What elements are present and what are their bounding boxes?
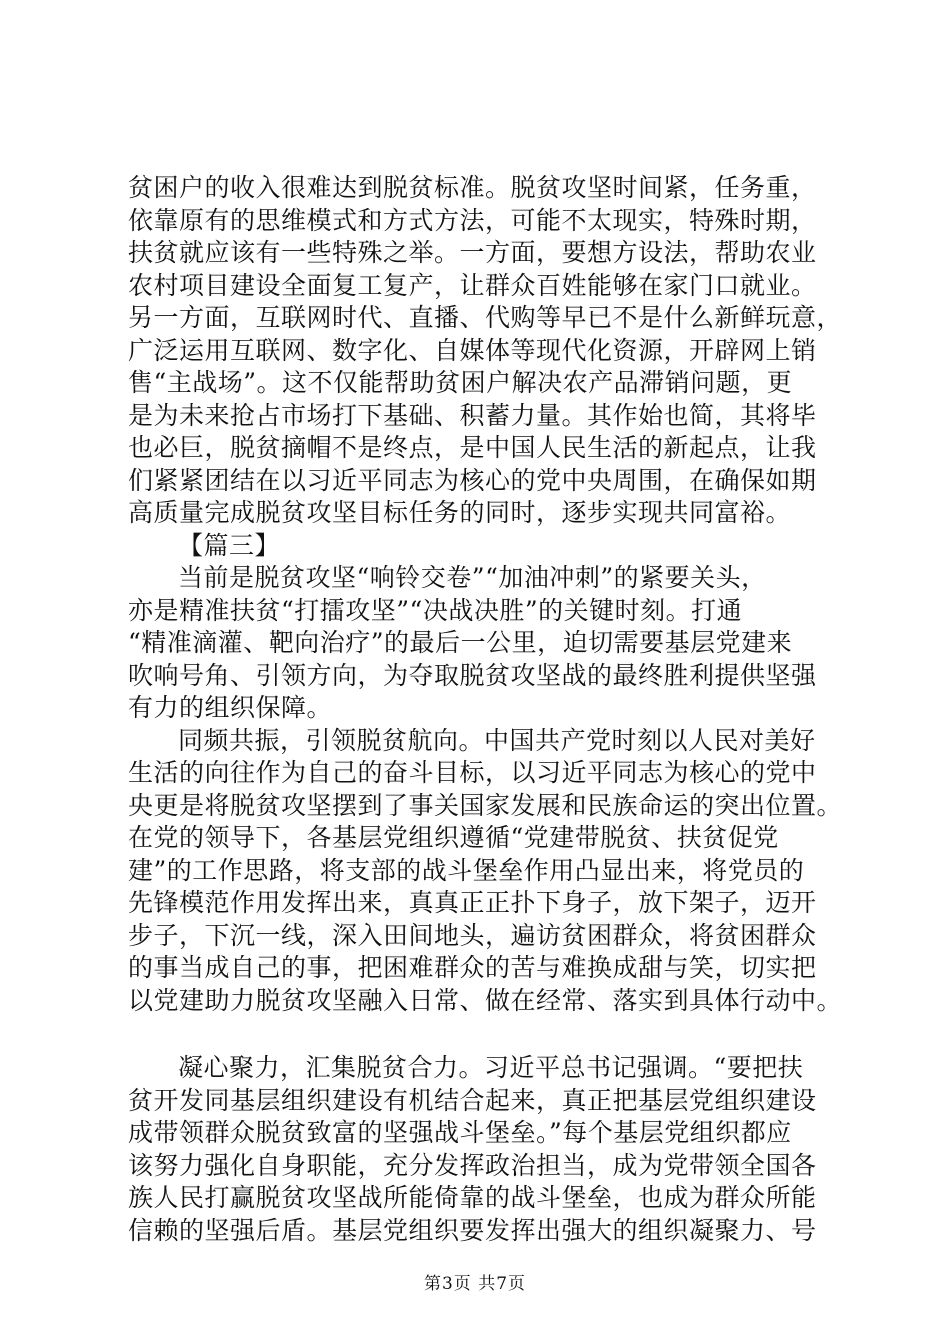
page-footer: 第3页 共7页 <box>423 1274 527 1294</box>
text-line: 步子，下沉一线，深入田间地头，遍访贫困群众，将贫困群众 <box>128 920 817 950</box>
text-line: 有力的组织保障。 <box>128 693 333 722</box>
text-line: 吹响号角、引领方向，为夺取脱贫攻坚战的最终胜利提供坚强 <box>128 660 817 690</box>
text-line: 高质量完成脱贫攻坚目标任务的同时，逐步实现共同富裕。 <box>128 498 792 527</box>
text-line: 建”的工作思路，将支部的战斗堡垒作用凸显出来，将党员的 <box>128 855 805 885</box>
text-line: 族人民打赢脱贫攻坚战所能倚靠的战斗堡垒，也成为群众所能 <box>128 1183 817 1212</box>
text-line: 信赖的坚强后盾。基层党组织要发挥出强大的组织凝聚力、号 <box>128 1215 817 1245</box>
section-heading: 【篇三】 <box>178 530 281 560</box>
text-line: 凝心聚力，汇集脱贫合力。习近平总书记强调。“要把扶 <box>178 1053 804 1082</box>
text-line: 们紧紧团结在以习近平同志为核心的党中央周围，在确保如期 <box>128 465 817 495</box>
text-line: 先锋模范作用发挥出来，真真正正扑下身子，放下架子，迈开 <box>128 888 817 917</box>
text-line: 依靠原有的思维模式和方式方法，可能不太现实，特殊时期， <box>128 205 817 235</box>
paragraph <box>128 1052 850 1247</box>
text-line: 也必巨，脱贫摘帽不是终点，是中国人民生活的新起点，让我 <box>128 433 817 462</box>
text-line: 是为未来抢占市场打下基础、积蓄力量。其作始也简，其将毕 <box>128 400 817 430</box>
text-line: 扶贫就应该有一些特殊之举。一方面，要想方设法，帮助农业 <box>128 238 817 267</box>
text-line: 成带领群众脱贫致富的坚强战斗堡垒。”每个基层党组织都应 <box>128 1118 792 1147</box>
text-line: 在党的领导下，各基层党组织遵循“党建带脱贫、扶贫促党 <box>128 823 779 852</box>
text-line: 的事当成自己的事，把困难群众的苦与难换成甜与笑，切实把 <box>128 953 817 982</box>
document-body <box>128 172 850 1247</box>
text-line: 农村项目建设全面复工复产，让群众百姓能够在家门口就业。 <box>128 270 817 300</box>
paragraph <box>128 562 850 725</box>
text-line: “精准滴灌、靶向治疗”的最后一公里，迫切需要基层党建来 <box>128 628 793 657</box>
text-line: 另一方面，互联网时代、直播、代购等早已不是什么新鲜玩意， <box>128 303 843 332</box>
text-line: 贫困户的收入很难达到脱贫标准。脱贫攻坚时间紧，任务重， <box>128 173 817 202</box>
text-line: 同频共振，引领脱贫航向。中国共产党时刻以人民对美好 <box>178 725 816 755</box>
text-line: 售“主战场”。这不仅能帮助贫困户解决农产品滞销问题，更 <box>128 368 793 397</box>
text-line: 以党建助力脱贫攻坚融入日常、做在经常、落实到具体行动中。 <box>128 985 843 1015</box>
text-line: 生活的向往作为自己的奋斗目标，以习近平同志为核心的党中 <box>128 758 817 787</box>
text-line: 当前是脱贫攻坚“响铃交卷”“加油冲刺”的紧要关头， <box>178 563 767 592</box>
text-line: 该努力强化自身职能，充分发挥政治担当，成为党带领全国各 <box>128 1150 817 1180</box>
paragraph <box>128 725 850 1018</box>
text-line: 广泛运用互联网、数字化、自媒体等现代化资源，开辟网上销 <box>128 335 817 365</box>
text-line: 央更是将脱贫攻坚摆到了事关国家发展和民族命运的突出位置。 <box>128 790 843 820</box>
paragraph-gap <box>128 1017 850 1052</box>
paragraph <box>128 172 850 530</box>
text-line: 贫开发同基层组织建设有机结合起来，真正把基层党组织建设 <box>128 1085 817 1115</box>
paragraph <box>128 530 850 563</box>
text-line: 亦是精准扶贫“打擂攻坚”“决战决胜”的关键时刻。打通 <box>128 595 743 625</box>
